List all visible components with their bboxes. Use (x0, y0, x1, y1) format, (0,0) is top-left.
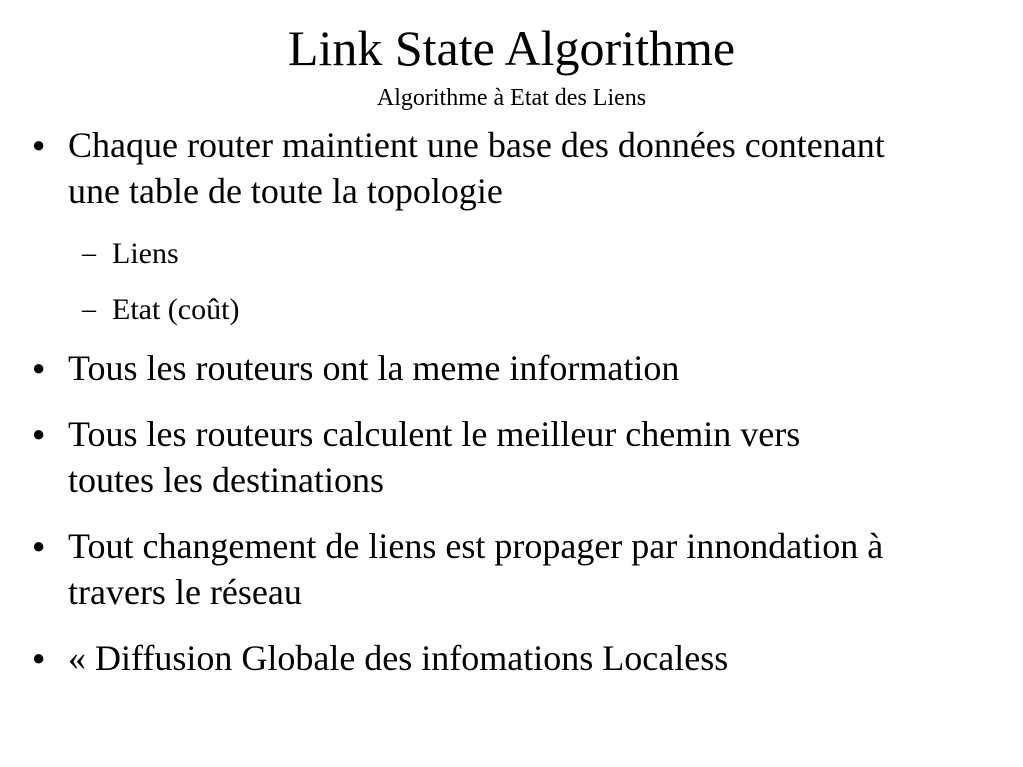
sub-bullet-marker: – (82, 238, 96, 269)
sub-bullet-marker: – (82, 294, 96, 325)
bullet-line: Tout changement de liens est propager par innondation à (68, 526, 884, 566)
bullet-text (68, 122, 1018, 214)
bullet-line: toutes les destinations (68, 460, 384, 500)
bullet-line: Tous les routeurs ont la meme information (68, 348, 680, 388)
bullet-marker: ● (32, 533, 46, 558)
bullet-marker: ● (32, 645, 46, 670)
bullet-text (68, 345, 1018, 391)
bullet-line: Chaque router maintient une base des données contenant (68, 125, 885, 165)
bullet-marker: ● (32, 421, 46, 446)
bullet-line: « Diffusion Globale des infomations Localess (68, 638, 729, 678)
bullet-marker: ● (32, 355, 46, 380)
sub-bullet-text: Etat (coût) (112, 293, 240, 326)
bullet-text (68, 635, 1018, 681)
slide-subtitle: Algorithme à Etat des Liens (376, 85, 647, 111)
bullet-text (68, 523, 1018, 615)
bullet-marker: ● (32, 132, 46, 157)
bullet-text (68, 411, 1018, 503)
bullet-line: une table de toute la topologie (68, 171, 503, 211)
bullet-line: travers le réseau (68, 572, 302, 612)
sub-bullet-text: Liens (112, 237, 179, 270)
slide-title: Link State Algorithme (287, 20, 736, 76)
bullet-line: Tous les routeurs calculent le meilleur chemin vers (68, 414, 801, 454)
